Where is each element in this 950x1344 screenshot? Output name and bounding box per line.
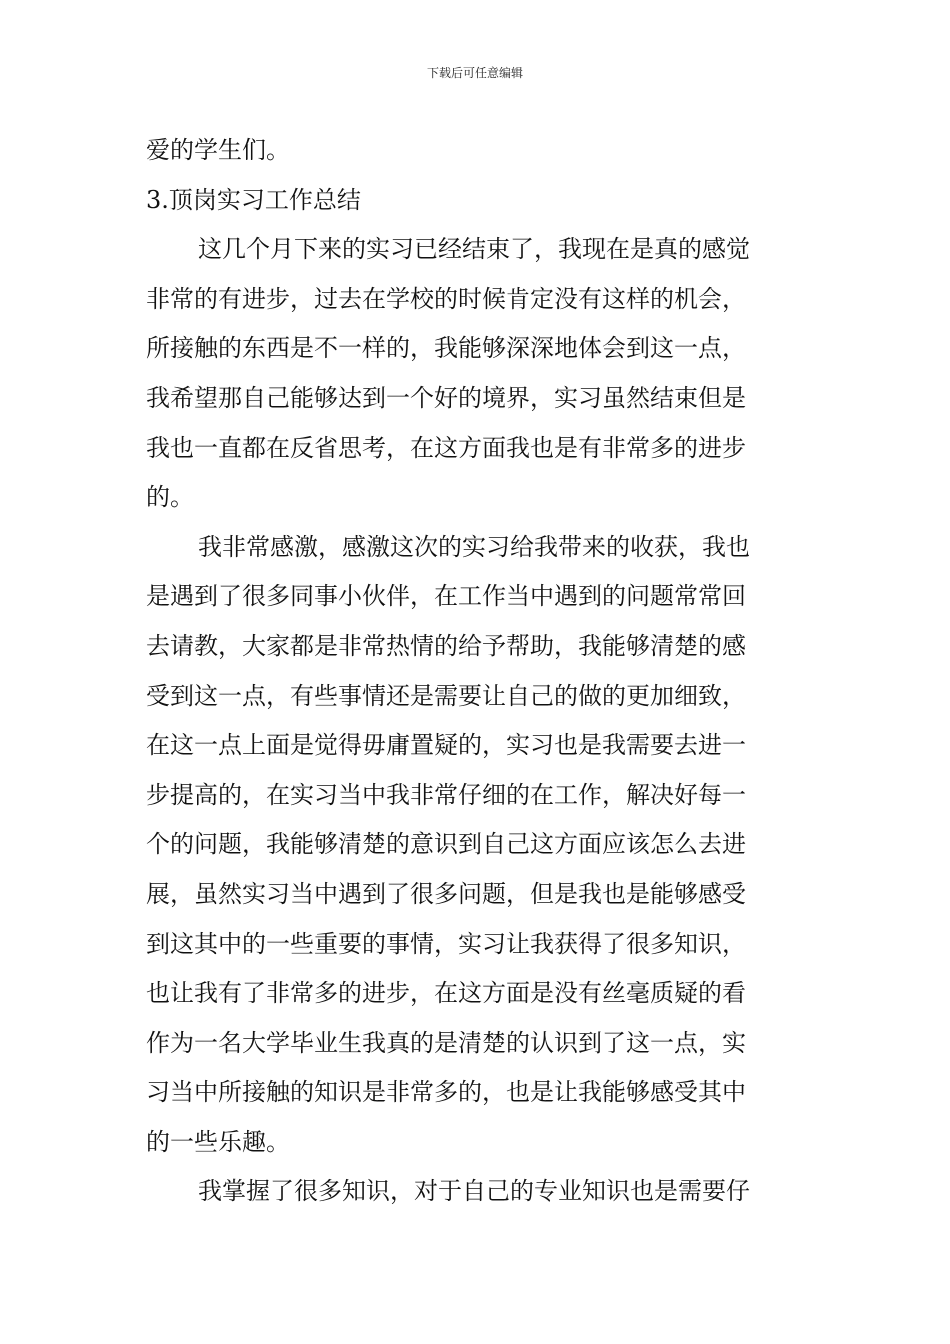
text-line: 展，虽然实习当中遇到了很多问题，但是我也是能够感受 bbox=[146, 879, 746, 908]
text-line: 我也一直都在反省思考，在这方面我也是有非常多的进步 bbox=[146, 433, 746, 462]
text-line: 步提高的，在实习当中我非常仔细的在工作，解决好每一 bbox=[146, 780, 746, 809]
text-line: 我希望那自己能够达到一个好的境界，实习虽然结束但是 bbox=[146, 383, 746, 412]
text-line: 到这其中的一些重要的事情，实习让我获得了很多知识， bbox=[146, 929, 746, 958]
text-line: 个的问题，我能够清楚的意识到自己这方面应该怎么去进 bbox=[146, 830, 746, 859]
text-line: 习当中所接触的知识是非常多的，也是让我能够感受其中 bbox=[146, 1078, 746, 1107]
text-line: 是遇到了很多同事小伙伴，在工作当中遇到的问题常常回 bbox=[146, 582, 746, 611]
text-line: 我掌握了很多知识，对于自己的专业知识也是需要仔 bbox=[198, 1177, 750, 1206]
text-line: 的。 bbox=[146, 483, 194, 512]
text-line: 的一些乐趣。 bbox=[146, 1127, 290, 1156]
document-body bbox=[146, 126, 806, 1217]
text-line: 受到这一点，有些事情还是需要让自己的做的更加细致， bbox=[146, 681, 746, 710]
text-line: 作为一名大学毕业生我真的是清楚的认识到了这一点，实 bbox=[146, 1028, 746, 1057]
text-line: 也让我有了非常多的进步，在这方面是没有丝毫质疑的看 bbox=[146, 979, 746, 1008]
text-line: 爱的学生们。 bbox=[146, 136, 290, 164]
section-heading: 3.顶岗实习工作总结 bbox=[146, 185, 361, 214]
page-header: 下载后可任意编辑 bbox=[426, 66, 523, 80]
text-line: 所接触的东西是不一样的，我能够深深地体会到这一点， bbox=[146, 334, 746, 363]
text-line: 我非常感激，感激这次的实习给我带来的收获，我也 bbox=[198, 532, 750, 561]
text-line: 去请教，大家都是非常热情的给予帮助，我能够清楚的感 bbox=[146, 631, 746, 660]
text-line: 在这一点上面是觉得毋庸置疑的，实习也是我需要去进一 bbox=[146, 731, 746, 760]
text-line: 非常的有进步，过去在学校的时候肯定没有这样的机会， bbox=[146, 284, 746, 313]
text-line: 这几个月下来的实习已经结束了，我现在是真的感觉 bbox=[198, 235, 750, 264]
